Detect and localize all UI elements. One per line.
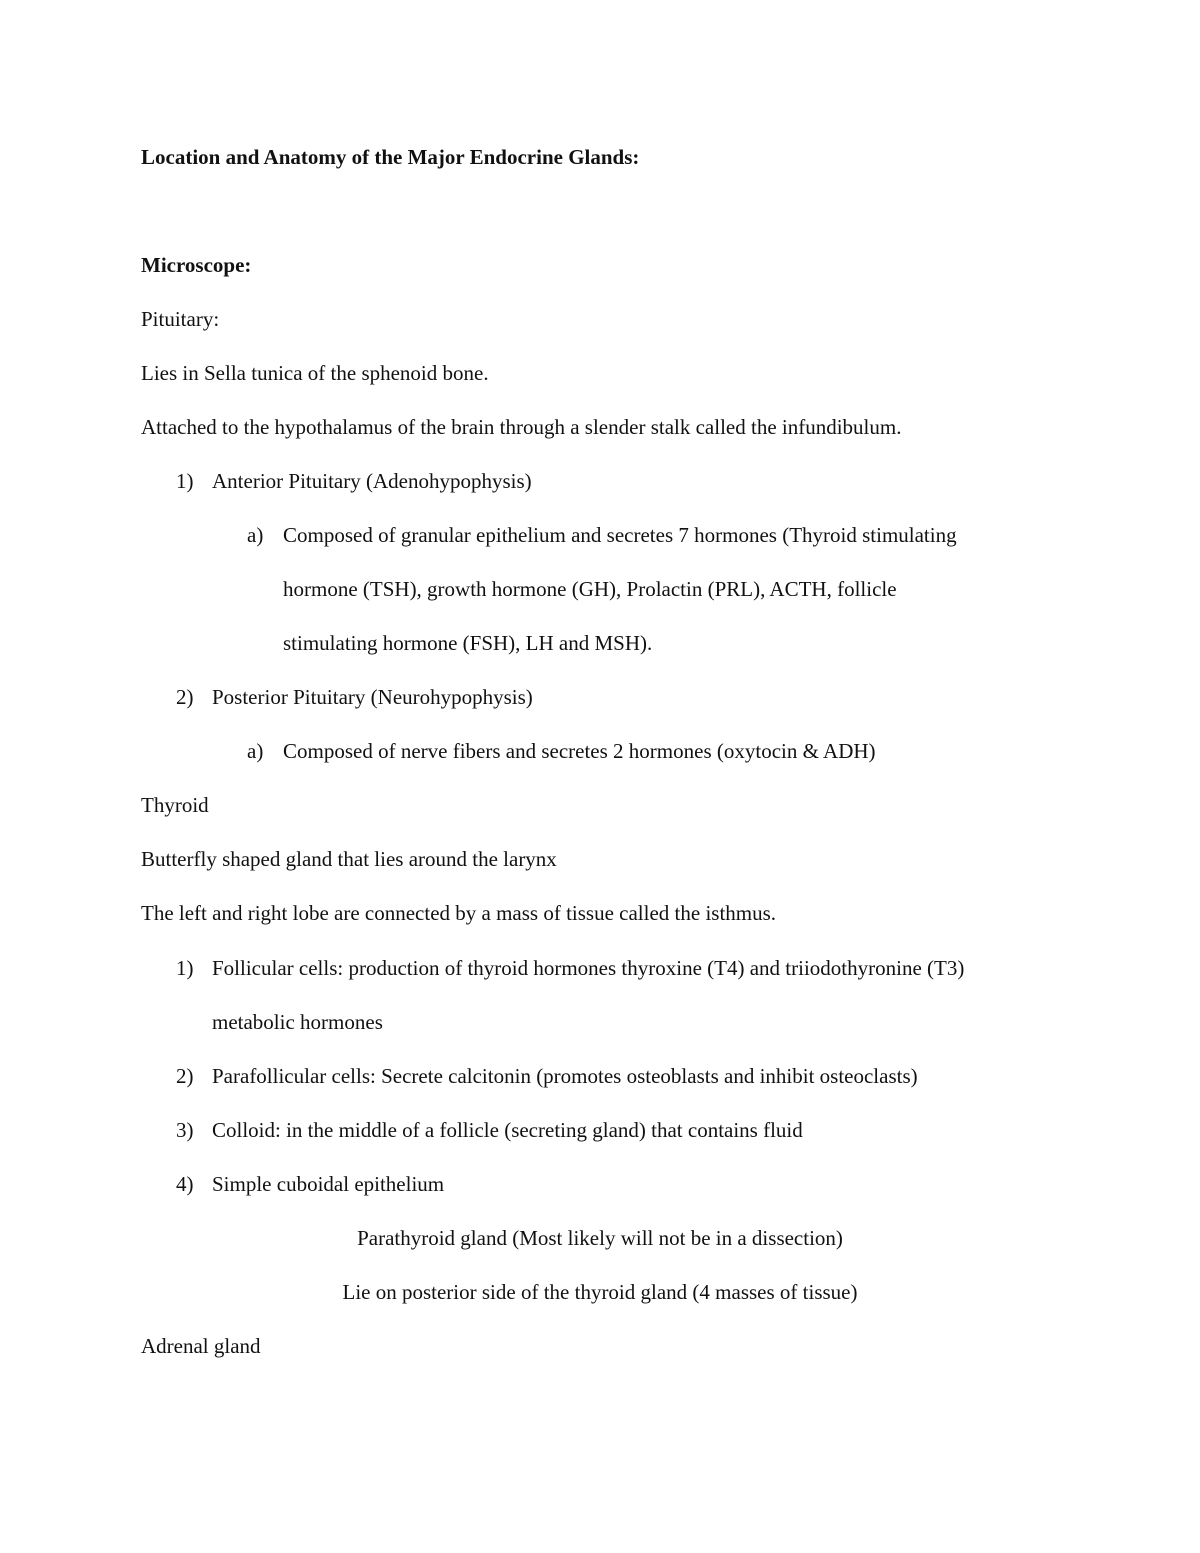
list-marker: 2) [176,1064,194,1088]
parathyroid-location: Lie on posterior side of the thyroid gland (4 masses of tissue) [342,1280,858,1304]
section-heading-microscope: Microscope: [141,253,252,277]
list-marker: 4) [176,1172,194,1196]
list-item-follicular-cells: Follicular cells: production of thyroid hormones thyroxine (T4) and triiodothyronine (T3) [212,956,965,980]
thyroid-line-shape: Butterfly shaped gland that lies around the larynx [141,847,557,871]
list-item-colloid: Colloid: in the middle of a follicle (secreting gland) that contains fluid [212,1118,803,1142]
list-item-anterior-pituitary: Anterior Pituitary (Adenohypophysis) [212,469,532,493]
adrenal-heading: Adrenal gland [141,1334,261,1358]
list-marker: 1) [176,956,194,980]
sublist-marker: a) [247,739,264,763]
list-item-parafollicular-cells: Parafollicular cells: Secrete calcitonin (promotes osteoblasts and inhibit osteoclasts) [212,1064,918,1088]
pituitary-heading: Pituitary: [141,307,220,331]
parathyroid-heading: Parathyroid gland (Most likely will not be in a dissection) [357,1226,843,1250]
list-item-posterior-pituitary: Posterior Pituitary (Neurohypophysis) [212,685,533,709]
list-marker: 3) [176,1118,194,1142]
pituitary-line-attachment: Attached to the hypothalamus of the brain through a slender stalk called the infundibulum. [141,415,902,439]
list-item-simple-cuboidal: Simple cuboidal epithelium [212,1172,445,1196]
list-marker: 2) [176,685,194,709]
sublist-line: hormone (TSH), growth hormone (GH), Prolactin (PRL), ACTH, follicle [283,577,897,601]
sublist-line: Composed of granular epithelium and secretes 7 hormones (Thyroid stimulating [283,523,957,547]
list-item-continuation: metabolic hormones [212,1010,383,1034]
thyroid-heading: Thyroid [141,793,209,817]
thyroid-line-isthmus: The left and right lobe are connected by a mass of tissue called the isthmus. [141,901,777,925]
sublist-line: stimulating hormone (FSH), LH and MSH). [283,631,653,655]
pituitary-line-location: Lies in Sella tunica of the sphenoid bone. [141,361,489,385]
document-title: Location and Anatomy of the Major Endocrine Glands: [141,145,640,169]
sublist-line: Composed of nerve fibers and secretes 2 hormones (oxytocin & ADH) [283,739,876,763]
sublist-marker: a) [247,523,264,547]
list-marker: 1) [176,469,194,493]
